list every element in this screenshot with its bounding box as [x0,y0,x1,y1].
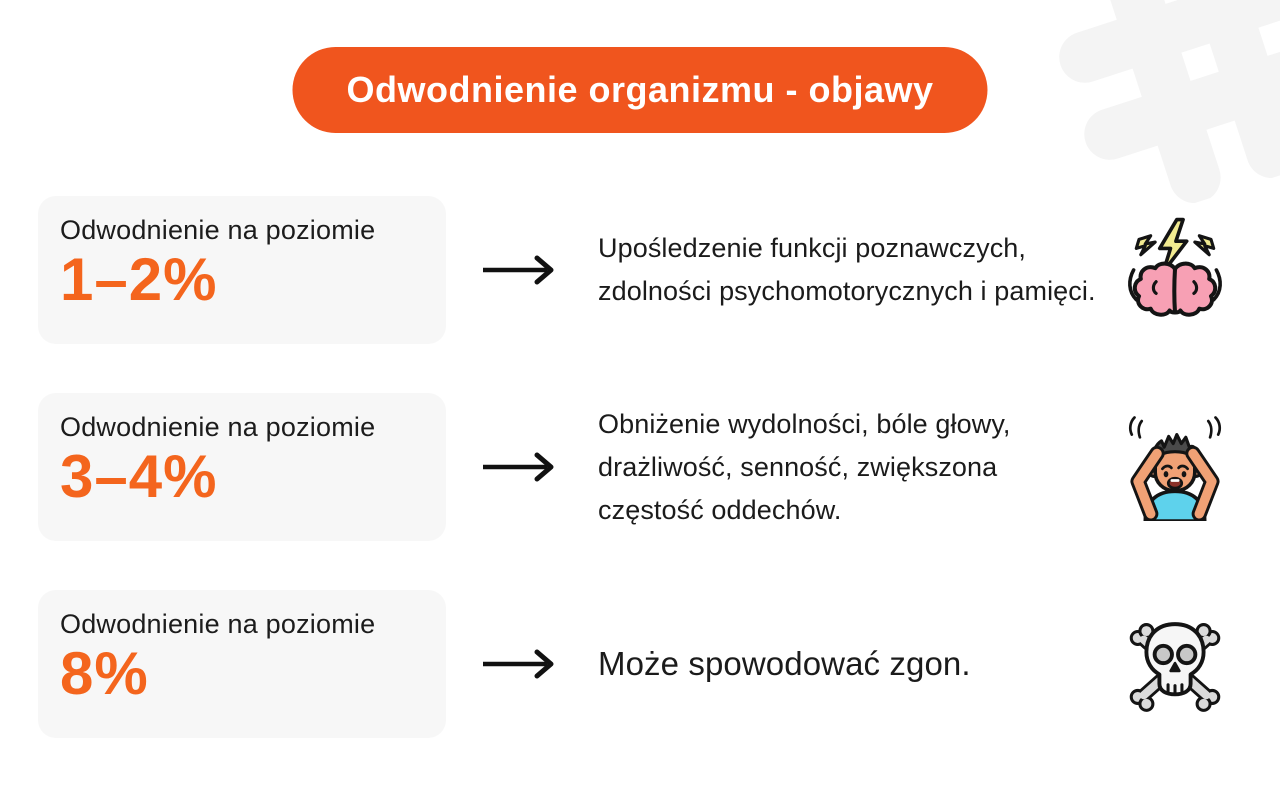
headache-person-icon [1110,413,1240,521]
level-card-label: Odwodnienie na poziomie [60,412,376,442]
symptom-row [38,196,1280,344]
stressed-brain-icon [1110,216,1240,324]
symptom-description: Upośledzenie funkcji poznawczych, zdolności psychomotorycznych i pamięci. [598,233,1096,306]
level-card [38,196,446,344]
level-card [38,393,446,541]
right-arrow-icon [446,649,598,679]
level-card-label: Odwodnienie na poziomie [60,609,376,639]
symptom-description: Obniżenie wydolności, bóle głowy, drażliwość, senność, zwiększona częstość oddechów. [598,408,1011,525]
symptom-row [38,393,1280,541]
right-arrow-icon [446,255,598,285]
level-card [38,590,446,738]
title-pill [292,47,987,133]
level-value: 1–2% [60,246,218,313]
symptom-description: Może spowodować zgon. [598,645,971,682]
page-title: Odwodnienie organizmu - objawy [346,69,934,110]
skull-crossbones-icon [1110,612,1240,716]
symptom-row [38,590,1280,738]
right-arrow-icon [446,452,598,482]
level-value: 3–4% [60,443,218,510]
level-value: 8% [60,640,149,707]
level-card-label: Odwodnienie na poziomie [60,215,376,245]
